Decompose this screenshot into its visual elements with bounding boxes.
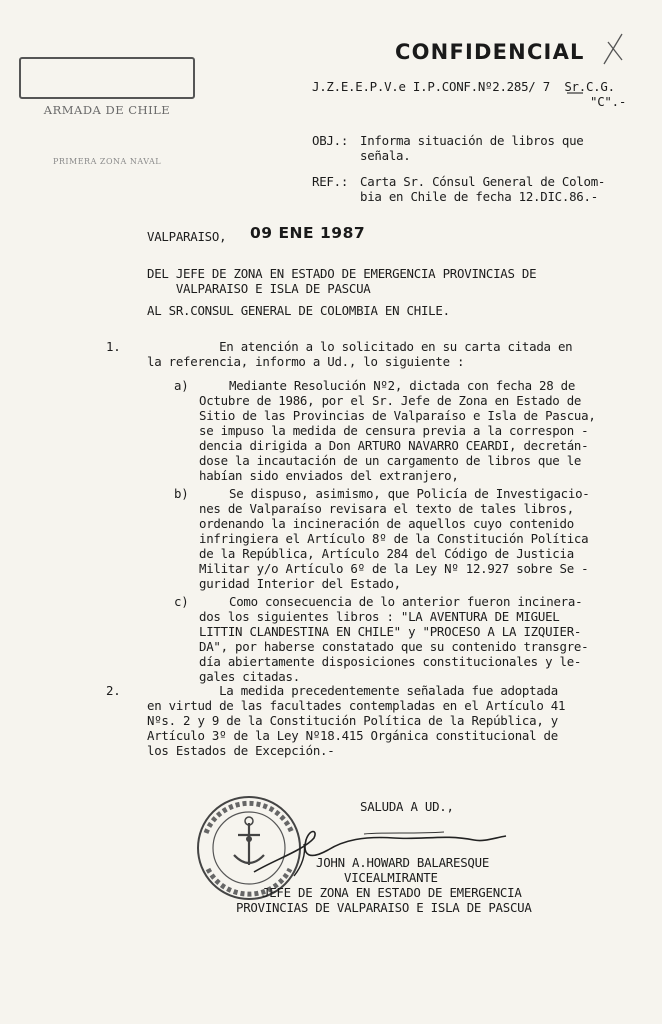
item-a-line: se impuso la medida de censura previa a la correspon -: [199, 423, 589, 438]
item-c-line: gales citadas.: [199, 669, 300, 684]
item-c-line: LITTIN CLANDESTINA EN CHILE" y "PROCESO A LA IZQUIER-: [199, 624, 582, 639]
section-2-line: Nºs. 2 y 9 de la Constitución Política de la República, y: [147, 713, 558, 728]
item-b-line: de la República, Artículo 284 del Código de Justicia: [199, 546, 574, 561]
signatory-title-line-1: JEFE DE ZONA EN ESTADO DE EMERGENCIA: [262, 885, 522, 900]
item-b-line: Militar y/o Artículo 6º de la Ley Nº 12.927 sobre Se -: [199, 561, 589, 576]
obj-line-1: Informa situación de libros que: [360, 133, 584, 148]
classification-stamp: CONFIDENCIAL: [395, 40, 585, 64]
section-2-line: en virtud de las facultades contempladas en el Artículo 41: [147, 698, 566, 713]
signatory-title-line-2: PROVINCIAS DE VALPARAISO E ISLA DE PASCUA: [236, 900, 532, 915]
section-1-number: 1.: [106, 339, 121, 354]
reference-line-1: J.Z.E.E.P.V.e I.P.CONF.Nº2.285/ 7 Sr.C.G.: [312, 79, 615, 94]
handwritten-underline: [565, 76, 585, 96]
obj-line-2: señala.: [360, 148, 411, 163]
item-b-line: guridad Interior del Estado,: [199, 576, 401, 591]
section-2-number: 2.: [106, 683, 121, 698]
item-b-line: Se dispuso, asimismo, que Policía de Investigacio-: [229, 486, 590, 501]
from-line-2: VALPARAISO E ISLA DE PASCUA: [147, 281, 371, 296]
from-line-1: DEL JEFE DE ZONA EN ESTADO DE EMERGENCIA PROVINCIAS DE: [147, 266, 537, 281]
item-b-line: ordenando la incineración de aquellos cuyo contenido: [199, 516, 574, 531]
section-1-line-1: En atención a lo solicitado en su carta citada en: [147, 339, 573, 354]
item-a-line: Mediante Resolución Nº2, dictada con fecha 28 de: [229, 378, 576, 393]
section-2-line: La medida precedentemente señalada fue adoptada: [147, 683, 558, 698]
institution-stamp: [19, 57, 195, 166]
handwritten-mark: [598, 30, 628, 70]
item-b-line: infringiera el Artículo 8º de la Constitución Política: [199, 531, 589, 546]
stamp-line-2: PRIMERA ZONA NAVAL: [52, 157, 162, 166]
reference-line-2: "C".-: [590, 94, 627, 109]
section-1-line-2: la referencia, informo a Ud., lo siguiente :: [147, 354, 465, 369]
item-a-line: dose la incautación de un cargamento de libros que le: [199, 453, 582, 468]
item-b-line: nes de Valparaíso revisara el texto de tales libros,: [199, 501, 574, 516]
item-a-line: Octubre de 1986, por el Sr. Jefe de Zona en Estado de: [199, 393, 582, 408]
item-c-line: Como consecuencia de lo anterior fueron incinera-: [229, 594, 583, 609]
date-stamp: 09 ENE 1987: [250, 224, 366, 242]
section-2-line: los Estados de Excepción.-: [147, 743, 335, 758]
ref-line-1: Carta Sr. Cónsul General de Colom-: [360, 174, 606, 189]
item-a-label: a): [174, 378, 189, 393]
item-a-line: Sitio de las Provincias de Valparaíso e Isla de Pascua,: [199, 408, 596, 423]
item-c-line: día abiertamente disposiciones constitucionales y le-: [199, 654, 582, 669]
place: VALPARAISO,: [147, 229, 227, 244]
item-c-line: DA", por haberse constatado que su contenido transgre-: [199, 639, 589, 654]
to-line: AL SR.CONSUL GENERAL DE COLOMBIA EN CHILE.: [147, 303, 450, 318]
ref-line-2: bia en Chile de fecha 12.DIC.86.-: [360, 189, 598, 204]
signatory-name: JOHN A.HOWARD BALARESQUE: [316, 855, 490, 870]
item-a-line: habían sido enviados del extranjero,: [199, 468, 459, 483]
item-c-label: c): [174, 594, 189, 609]
ref-label: REF.:: [312, 174, 349, 189]
obj-label: OBJ.:: [312, 133, 349, 148]
item-c-line: dos los siguientes libros : "LA AVENTURA DE MIGUEL: [199, 609, 560, 624]
closing: SALUDA A UD.,: [360, 799, 454, 814]
item-a-line: dencia dirigida a Don ARTURO NAVARRO CEARDI, decretán-: [199, 438, 589, 453]
signatory-rank: VICEALMIRANTE: [344, 870, 438, 885]
stamp-line-1: ARMADA DE CHILE: [43, 103, 171, 117]
item-b-label: b): [174, 486, 189, 501]
section-2-line: Artículo 3º de la Ley Nº18.415 Orgánica constitucional de: [147, 728, 558, 743]
